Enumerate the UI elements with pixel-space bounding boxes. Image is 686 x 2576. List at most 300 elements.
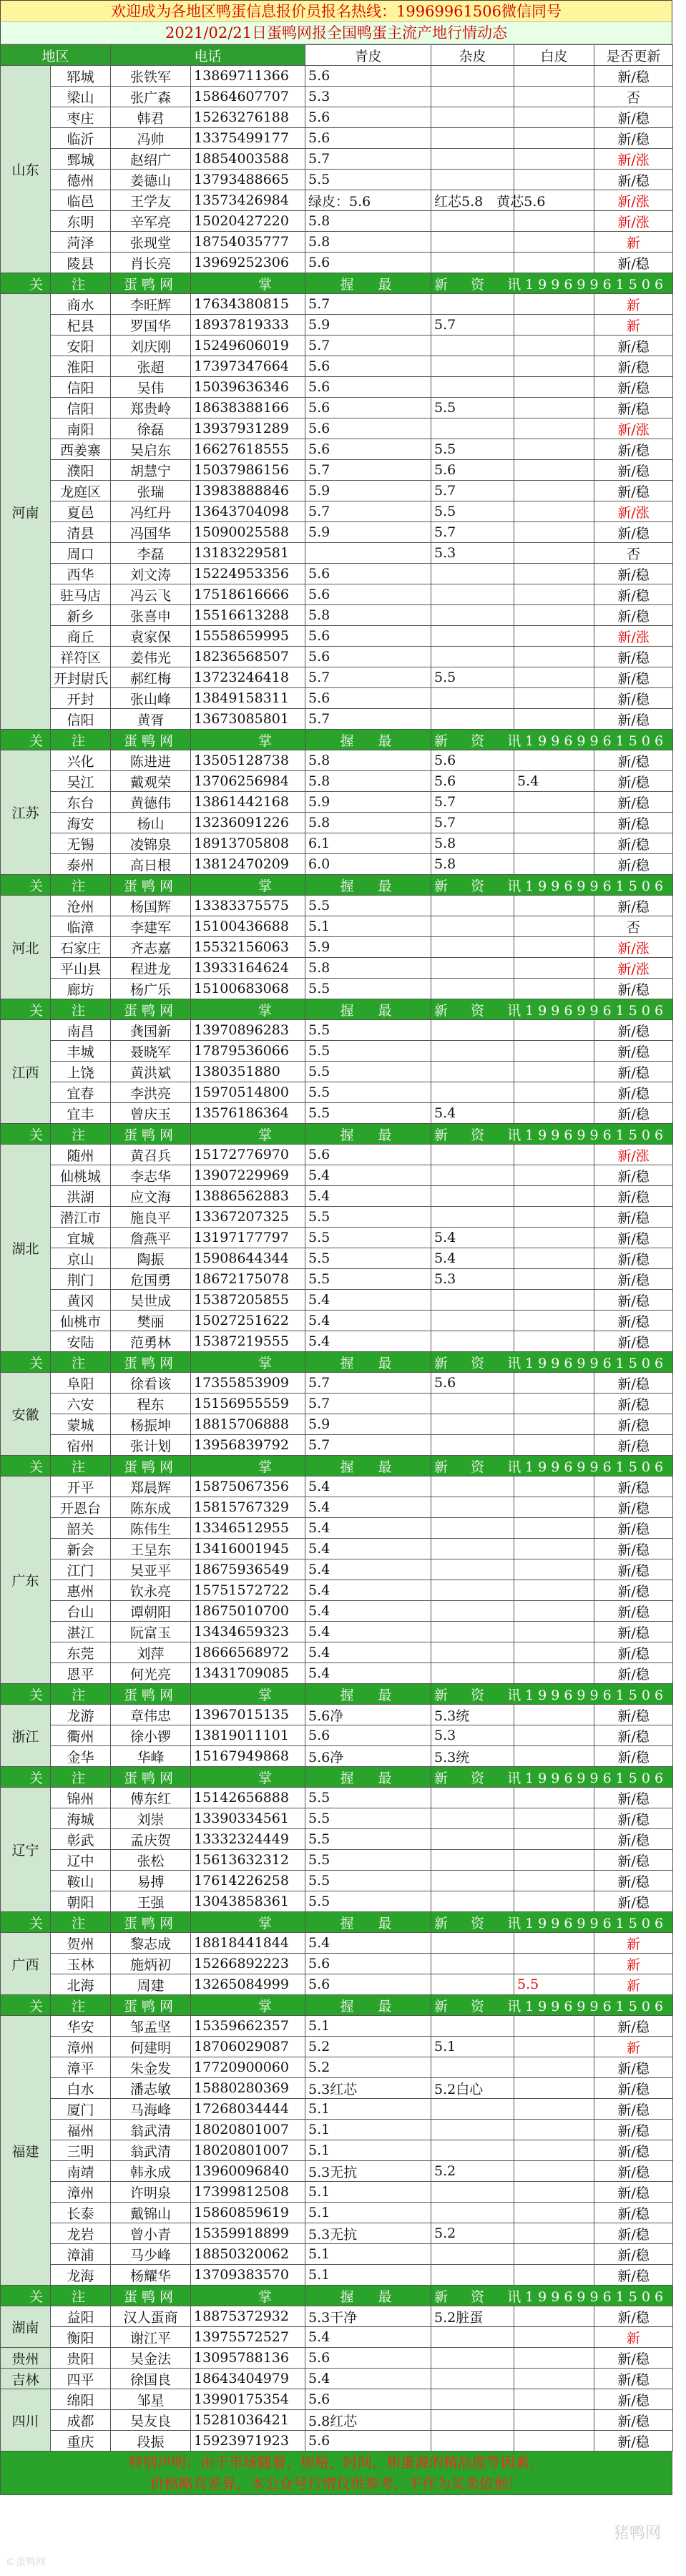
update-status: 新/稳 (594, 1829, 673, 1850)
city-cell: 玉林 (51, 1954, 111, 1974)
baipi-price (514, 336, 594, 356)
city-cell: 三明 (51, 2140, 111, 2161)
zapi-price (431, 1954, 514, 1974)
footer-line2: 价格略有差异，本公众号行情仅供参考，不作为买卖依据！ (150, 2475, 522, 2492)
phone-cell: 13709383570 (191, 2265, 305, 2286)
zapi-price (431, 1829, 514, 1850)
banner-word: 资 (471, 1127, 489, 1143)
name-cell: 朱金发 (111, 2057, 191, 2078)
qingpi-price: 5.6 (305, 253, 431, 273)
update-status: 新/稳 (594, 170, 673, 190)
name-cell: 戴锦山 (111, 2203, 191, 2223)
baipi-price (514, 1933, 594, 1954)
update-status: 新/稳 (594, 647, 673, 667)
city-cell: 石家庄 (51, 937, 111, 958)
name-cell: 黄洪斌 (111, 1062, 191, 1082)
zapi-price (431, 1311, 514, 1331)
name-cell: 施炳初 (111, 1954, 191, 1974)
banner-text (431, 875, 673, 896)
table-row (1, 1165, 673, 1186)
name-cell: 李建军 (111, 916, 191, 937)
baipi-price (514, 1373, 594, 1394)
city-cell: 彰武 (51, 1829, 111, 1850)
table-row (1, 979, 673, 999)
baipi-price (514, 584, 594, 605)
name-cell: 郑贵岭 (111, 398, 191, 418)
update-status: 否 (594, 916, 673, 937)
name-cell: 姜德山 (111, 170, 191, 190)
update-status: 新 (594, 294, 673, 315)
promo-banner-row (1, 1995, 673, 2016)
baipi-price: 5.4 (514, 771, 594, 792)
table-row (1, 149, 673, 170)
table-row (1, 356, 673, 377)
phone-cell: 18875372932 (191, 2306, 305, 2327)
zapi-price (431, 1331, 514, 1352)
qingpi-price: 5.4 (305, 1186, 431, 1207)
update-status: 新/稳 (594, 1020, 673, 1041)
table-row (1, 315, 673, 336)
zapi-price (431, 1871, 514, 1891)
update-status: 新/稳 (594, 356, 673, 377)
name-cell: 张山峰 (111, 688, 191, 709)
qingpi-price: 5.3无抗 (305, 2223, 431, 2244)
qingpi-price: 5.4 (305, 1518, 431, 1539)
name-cell: 程东 (111, 1394, 191, 1414)
qingpi-price: 5.5 (305, 1871, 431, 1891)
name-cell: 李旺辉 (111, 294, 191, 315)
name-cell: 曾小青 (111, 2223, 191, 2244)
name-cell: 黄召兵 (111, 1145, 191, 1165)
banner-text (305, 273, 431, 294)
table-row (1, 896, 673, 916)
city-cell: 锦州 (51, 1788, 111, 1808)
qingpi-price: 5.7 (305, 709, 431, 730)
zapi-price: 5.7 (431, 481, 514, 501)
table-row (1, 1331, 673, 1352)
city-cell: 漳州 (51, 2037, 111, 2057)
city-cell: 德州 (51, 170, 111, 190)
update-status: 新/稳 (594, 1373, 673, 1394)
banner-word: 最 (378, 1459, 396, 1475)
city-cell: 梁山 (51, 87, 111, 107)
table-row (1, 688, 673, 709)
table-row (1, 2037, 673, 2057)
zapi-price (431, 294, 514, 315)
qingpi-price: 5.4 (305, 1642, 431, 1663)
banner-text: 注 (51, 730, 111, 750)
qingpi-price: 5.6 (305, 564, 431, 584)
banner-text: 关 (1, 1767, 51, 1788)
baipi-price (514, 1414, 594, 1435)
name-cell: 程进龙 (111, 958, 191, 979)
footer-line1: 特别声明：由于市场随着，规格，时间，和蛋源的精品度等因素， (129, 2454, 544, 2471)
banner-text (305, 2286, 431, 2306)
name-cell: 郝红梅 (111, 667, 191, 688)
qingpi-price: 5.6 (305, 1145, 431, 1165)
phone-cell: 18818441844 (191, 1933, 305, 1954)
baipi-price (514, 1394, 594, 1414)
table-row (1, 1207, 673, 1228)
city-cell: 无锡 (51, 833, 111, 854)
table-row (1, 1954, 673, 1974)
table-row (1, 232, 673, 253)
qingpi-price: 5.1 (305, 2265, 431, 2286)
phone-cell: 13643704098 (191, 501, 305, 522)
banner-word: 新 (434, 1915, 453, 1931)
phone-cell: 18643404979 (191, 2369, 305, 2389)
baipi-price (514, 128, 594, 149)
update-status: 新/稳 (594, 564, 673, 584)
zapi-price: 红芯5.8 黄芯5.6 (431, 190, 514, 211)
qingpi-price: 5.2 (305, 2037, 431, 2057)
table-row (1, 1020, 673, 1041)
phone-cell: 13937931289 (191, 418, 305, 439)
city-cell: 临漳 (51, 916, 111, 937)
qingpi-price: 5.1 (305, 2140, 431, 2161)
baipi-price (514, 170, 594, 190)
qingpi-price: 5.4 (305, 1539, 431, 1559)
qingpi-price: 5.6净 (305, 1746, 431, 1767)
name-cell: 华峰 (111, 1746, 191, 1767)
banner-word: 最 (378, 733, 396, 749)
region-cell: 辽宁 (1, 1788, 51, 1912)
zapi-price: 5.4 (431, 1248, 514, 1269)
phone-cell: 13346512955 (191, 1518, 305, 1539)
zapi-price (431, 1207, 514, 1228)
city-cell: 新乡 (51, 605, 111, 626)
name-cell: 辛军亮 (111, 211, 191, 232)
table-row (1, 1518, 673, 1539)
table-row (1, 1082, 673, 1103)
banner-word: 资 (471, 1998, 489, 2014)
phone-cell: 13869711366 (191, 66, 305, 87)
phone-cell: 15860859619 (191, 2203, 305, 2223)
zapi-price (431, 1539, 514, 1559)
qingpi-price: 5.5 (305, 1248, 431, 1269)
banner-text: 掌 (191, 875, 305, 896)
name-cell: 韩永成 (111, 2161, 191, 2182)
qingpi-price: 5.9 (305, 1414, 431, 1435)
baipi-price (514, 750, 594, 771)
zapi-price (431, 1497, 514, 1518)
qingpi-price: 6.0 (305, 854, 431, 875)
baipi-price (514, 543, 594, 564)
phone-cell: 15142656888 (191, 1788, 305, 1808)
name-cell: 刘庆刚 (111, 336, 191, 356)
table-row (1, 2431, 673, 2452)
qingpi-price: 5.7 (305, 294, 431, 315)
zapi-price: 5.3 (431, 1725, 514, 1746)
name-cell: 吴启东 (111, 439, 191, 460)
name-cell: 钦永亮 (111, 1580, 191, 1601)
qingpi-price: 5.5 (305, 1829, 431, 1850)
update-status: 新/稳 (594, 1601, 673, 1622)
qingpi-price: 5.4 (305, 1165, 431, 1186)
name-cell: 冯云飞 (111, 584, 191, 605)
zapi-price (431, 1891, 514, 1912)
update-status: 新/稳 (594, 584, 673, 605)
banner-word: 握 (340, 1127, 358, 1143)
header-line2: 2021/02/21日蛋鸭网报全国鸭蛋主流产地行情动态 (0, 22, 672, 44)
phone-cell: 18020801007 (191, 2120, 305, 2140)
zapi-price (431, 1850, 514, 1871)
qingpi-price: 5.6 (305, 2389, 431, 2410)
col-region: 地区 (1, 45, 111, 66)
zapi-price (431, 688, 514, 709)
banner-text: 掌 (191, 1124, 305, 1145)
update-status: 新/稳 (594, 107, 673, 128)
qingpi-price: 5.7 (305, 1435, 431, 1456)
banner-text (431, 2286, 673, 2306)
phone-cell: 15224953356 (191, 564, 305, 584)
zapi-price: 5.8 (431, 854, 514, 875)
phone-cell: 13265084999 (191, 1974, 305, 1995)
qingpi-price: 5.8 (305, 771, 431, 792)
zapi-price (431, 584, 514, 605)
city-cell: 随州 (51, 1145, 111, 1165)
zapi-price (431, 87, 514, 107)
update-status: 新/稳 (594, 1062, 673, 1082)
name-cell: 张计划 (111, 1435, 191, 1456)
phone-cell: 18754035777 (191, 232, 305, 253)
table-row (1, 2306, 673, 2327)
name-cell: 徐磊 (111, 418, 191, 439)
name-cell: 张广森 (111, 87, 191, 107)
baipi-price (514, 1871, 594, 1891)
table-row (1, 2140, 673, 2161)
banner-word: 讯19969961506 (507, 1770, 668, 1786)
zapi-price (431, 2348, 514, 2369)
baipi-price (514, 1497, 594, 1518)
banner-text: 关 (1, 1912, 51, 1933)
banner-text: 关 (1, 1995, 51, 2016)
zapi-price: 5.1 (431, 2037, 514, 2057)
baipi-price (514, 792, 594, 813)
zapi-price (431, 170, 514, 190)
table-row (1, 1476, 673, 1497)
baipi-price (514, 1228, 594, 1248)
banner-text: 蛋鸭网 (111, 730, 191, 750)
zapi-price (431, 1622, 514, 1642)
city-cell: 京山 (51, 1248, 111, 1269)
banner-word: 新 (434, 1127, 453, 1143)
update-status: 新/涨 (594, 211, 673, 232)
phone-cell: 16627618555 (191, 439, 305, 460)
update-status: 新/稳 (594, 792, 673, 813)
baipi-price (514, 149, 594, 170)
banner-text (431, 1995, 673, 2016)
watermark-small: ©蛋鸭网 (6, 2557, 46, 2568)
col-baipi: 白皮 (514, 45, 594, 66)
region-cell: 浙江 (1, 1705, 51, 1767)
baipi-price (514, 1207, 594, 1228)
banner-text: 掌 (191, 1767, 305, 1788)
qingpi-price: 5.7 (305, 460, 431, 481)
city-cell: 仙桃市 (51, 1311, 111, 1331)
name-cell: 陶振 (111, 1248, 191, 1269)
update-status: 新/稳 (594, 2306, 673, 2327)
baipi-price (514, 66, 594, 87)
qingpi-price: 5.6 (305, 107, 431, 128)
city-cell: 龙海 (51, 2265, 111, 2286)
city-cell: 安阳 (51, 336, 111, 356)
name-cell: 黄德伟 (111, 792, 191, 813)
banner-text (431, 1456, 673, 1476)
zapi-price (431, 2327, 514, 2348)
zapi-price (431, 1808, 514, 1829)
banner-text (431, 1684, 673, 1705)
banner-text (431, 1912, 673, 1933)
footer-disclaimer (0, 2452, 672, 2495)
city-cell: 黄冈 (51, 1290, 111, 1311)
baipi-price (514, 2306, 594, 2327)
baipi-price (514, 107, 594, 128)
banner-text: 蛋鸭网 (111, 875, 191, 896)
city-cell: 濮阳 (51, 460, 111, 481)
name-cell: 杨山 (111, 813, 191, 833)
phone-cell: 13573426984 (191, 190, 305, 211)
region-cell: 湖北 (1, 1145, 51, 1352)
zapi-price (431, 356, 514, 377)
zapi-price: 5.7 (431, 522, 514, 543)
name-cell: 何光亮 (111, 1663, 191, 1684)
city-cell: 南靖 (51, 2161, 111, 2182)
phone-cell: 15875067356 (191, 1476, 305, 1497)
banner-text: 蛋鸭网 (111, 1456, 191, 1476)
baipi-price (514, 647, 594, 667)
baipi-price (514, 813, 594, 833)
baipi-price (514, 1663, 594, 1684)
city-cell: 上饶 (51, 1062, 111, 1082)
banner-word: 资 (471, 1002, 489, 1019)
update-status: 新/稳 (594, 2265, 673, 2286)
baipi-price (514, 2348, 594, 2369)
name-cell: 马少峰 (111, 2244, 191, 2265)
update-status: 新/稳 (594, 979, 673, 999)
name-cell: 杨国辉 (111, 896, 191, 916)
city-cell: 朝阳 (51, 1891, 111, 1912)
baipi-price (514, 564, 594, 584)
table-row (1, 647, 673, 667)
update-status: 新/涨 (594, 501, 673, 522)
name-cell: 胡慧宁 (111, 460, 191, 481)
phone-cell: 18815706888 (191, 1414, 305, 1435)
table-row (1, 1290, 673, 1311)
banner-text: 关 (1, 2286, 51, 2306)
name-cell: 韩君 (111, 107, 191, 128)
baipi-price (514, 1850, 594, 1871)
banner-text: 注 (51, 2286, 111, 2306)
banner-text (305, 1684, 431, 1705)
table-row (1, 1850, 673, 1871)
zapi-price (431, 1435, 514, 1456)
banner-word: 新 (434, 1998, 453, 2014)
update-status: 否 (594, 87, 673, 107)
banner-text (431, 999, 673, 1020)
banner-text: 关 (1, 875, 51, 896)
baipi-price (514, 439, 594, 460)
zapi-price: 5.2白心 (431, 2078, 514, 2099)
banner-word: 最 (378, 1915, 396, 1931)
city-cell: 漳浦 (51, 2244, 111, 2265)
table-row (1, 1248, 673, 1269)
city-cell: 仙桃城 (51, 1165, 111, 1186)
baipi-price (514, 294, 594, 315)
name-cell: 徐小锣 (111, 1725, 191, 1746)
table-row (1, 1186, 673, 1207)
update-status: 新/稳 (594, 2389, 673, 2410)
zapi-price (431, 916, 514, 937)
zapi-price (431, 647, 514, 667)
zapi-price: 5.3 (431, 543, 514, 564)
update-status: 新/稳 (594, 2099, 673, 2120)
baipi-price (514, 1622, 594, 1642)
update-status: 新/稳 (594, 2431, 673, 2452)
update-status: 新/稳 (594, 2203, 673, 2223)
name-cell: 吴金法 (111, 2348, 191, 2369)
column-header-row (1, 45, 673, 66)
city-cell: 信阳 (51, 398, 111, 418)
qingpi-price: 5.5 (305, 1808, 431, 1829)
update-status: 新/稳 (594, 771, 673, 792)
zapi-price: 5.8 (431, 833, 514, 854)
city-cell: 西姜寨 (51, 439, 111, 460)
zapi-price (431, 1559, 514, 1580)
qingpi-price: 5.5 (305, 1850, 431, 1871)
city-cell: 商水 (51, 294, 111, 315)
baipi-price (514, 87, 594, 107)
city-cell: 信阳 (51, 377, 111, 398)
phone-cell: 17268034444 (191, 2099, 305, 2120)
zapi-price: 5.2 (431, 2223, 514, 2244)
banner-text (431, 1352, 673, 1373)
banner-word: 新 (434, 2288, 453, 2305)
phone-cell: 13956839792 (191, 1435, 305, 1456)
zapi-price (431, 2057, 514, 2078)
city-cell: 宜城 (51, 1228, 111, 1248)
table-row (1, 1871, 673, 1891)
name-cell: 陈伟生 (111, 1518, 191, 1539)
region-cell: 河北 (1, 896, 51, 999)
phone-cell: 15359662357 (191, 2016, 305, 2037)
zapi-price: 5.6 (431, 460, 514, 481)
baipi-price (514, 1580, 594, 1601)
table-row (1, 771, 673, 792)
phone-cell: 13793488665 (191, 170, 305, 190)
table-row (1, 1228, 673, 1248)
banner-text: 蛋鸭网 (111, 273, 191, 294)
name-cell: 李洪亮 (111, 1082, 191, 1103)
banner-word: 讯19969961506 (507, 1915, 668, 1931)
city-cell: 海城 (51, 1808, 111, 1829)
baipi-price (514, 605, 594, 626)
phone-cell: 13983888846 (191, 481, 305, 501)
qingpi-price: 5.6 (305, 626, 431, 647)
baipi-price (514, 522, 594, 543)
phone-cell: 13332324449 (191, 1829, 305, 1850)
banner-word: 握 (340, 1687, 358, 1703)
banner-text: 注 (51, 875, 111, 896)
qingpi-price: 5.6净 (305, 1705, 431, 1725)
update-status: 新/稳 (594, 1228, 673, 1248)
zapi-price (431, 1663, 514, 1684)
update-status: 新/稳 (594, 896, 673, 916)
city-cell: 漳州 (51, 2182, 111, 2203)
baipi-price (514, 896, 594, 916)
city-cell: 潜江市 (51, 1207, 111, 1228)
update-status: 新/稳 (594, 1269, 673, 1290)
